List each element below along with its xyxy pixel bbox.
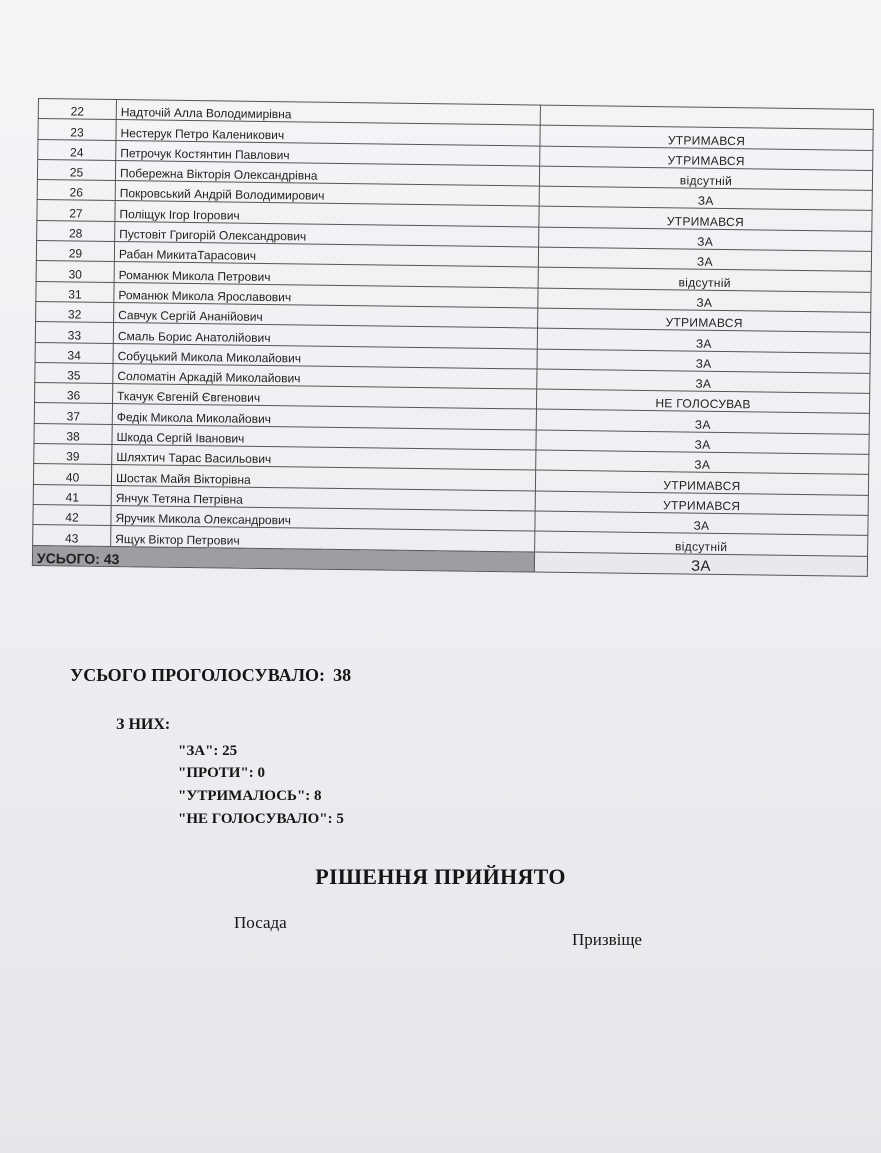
row-name: Ящук Віктор Петрович bbox=[111, 526, 535, 552]
row-number: 40 bbox=[33, 464, 111, 485]
row-number: 22 bbox=[38, 99, 116, 120]
row-vote: ЗА bbox=[539, 186, 872, 211]
row-vote: відсутній bbox=[535, 531, 868, 556]
row-number: 38 bbox=[34, 423, 112, 444]
row-name: Надточій Алла Володимирівна bbox=[116, 100, 540, 126]
row-number: 33 bbox=[35, 322, 113, 343]
total-vote: ЗА bbox=[534, 552, 867, 577]
row-vote: УТРИМАВСЯ bbox=[535, 470, 868, 495]
row-number: 32 bbox=[36, 301, 114, 322]
row-number: 37 bbox=[34, 403, 112, 424]
row-name: Янчук Тетяна Петрівна bbox=[111, 485, 535, 511]
row-number: 28 bbox=[37, 220, 115, 241]
voted-label: УСЬОГО ПРОГОЛОСУВАЛО: bbox=[70, 665, 326, 685]
row-name: Собуцький Микола Миколайович bbox=[113, 343, 537, 369]
row-vote: ЗА bbox=[536, 410, 869, 435]
row-vote: ЗА bbox=[537, 369, 870, 394]
total-label: УСЬОГО: bbox=[36, 549, 100, 567]
row-vote: ЗА bbox=[538, 288, 871, 313]
row-number: 30 bbox=[36, 261, 114, 282]
row-name: Шостак Майя Вікторівна bbox=[111, 465, 535, 491]
count-abstained: "УТРИМАЛОСЬ": 8 bbox=[178, 788, 322, 804]
row-number: 36 bbox=[35, 383, 113, 404]
count-not-voted: "НЕ ГОЛОСУВАЛО": 5 bbox=[178, 811, 344, 827]
row-vote: ЗА bbox=[536, 450, 869, 475]
row-name: Нестерук Петро Каленикович bbox=[116, 120, 540, 146]
row-vote: відсутній bbox=[538, 267, 871, 292]
row-vote: УТРИМАВСЯ bbox=[539, 207, 872, 232]
row-name: Шляхтич Тарас Васильович bbox=[112, 445, 536, 471]
row-name: Романюк Микола Ярославович bbox=[114, 282, 538, 308]
total-count: 43 bbox=[103, 550, 120, 567]
row-number: 39 bbox=[34, 444, 112, 465]
row-name: Романюк Микола Петрович bbox=[114, 262, 538, 288]
row-name: Смаль Борис Анатолійович bbox=[113, 323, 537, 349]
row-name: Савчук Сергій Ананійович bbox=[114, 302, 538, 328]
row-name: Побережна Вікторія Олександрівна bbox=[115, 160, 539, 186]
row-vote: НЕ ГОЛОСУВАВ bbox=[536, 389, 869, 414]
row-vote: ЗА bbox=[537, 328, 870, 353]
row-vote: ЗА bbox=[535, 511, 868, 536]
row-number: 27 bbox=[37, 200, 115, 221]
row-number: 26 bbox=[37, 180, 115, 201]
row-name: Яручик Микола Олександрович bbox=[111, 505, 535, 531]
decision-title: РІШЕННЯ ПРИЙНЯТО bbox=[315, 864, 566, 889]
row-number: 24 bbox=[38, 139, 116, 160]
row-vote: відсутній bbox=[539, 166, 872, 191]
voted-total bbox=[70, 665, 351, 686]
row-vote: УТРИМАВСЯ bbox=[540, 146, 873, 171]
row-number: 31 bbox=[36, 281, 114, 302]
row-number: 42 bbox=[33, 504, 111, 525]
row-vote: ЗА bbox=[536, 430, 869, 455]
count-against: "ПРОТИ": 0 bbox=[178, 765, 265, 781]
row-name: Рабан МикитаТарасович bbox=[114, 242, 538, 268]
row-number: 34 bbox=[35, 342, 113, 363]
row-name: Шкода Сергій Іванович bbox=[112, 424, 536, 450]
signature-surname: Призвіще bbox=[572, 930, 642, 949]
row-name: Федік Микола Миколайович bbox=[112, 404, 536, 430]
row-number: 25 bbox=[37, 159, 115, 180]
row-number: 43 bbox=[33, 525, 111, 546]
row-vote: УТРИМАВСЯ bbox=[540, 125, 873, 150]
row-number: 29 bbox=[36, 241, 114, 262]
row-name: Соломатін Аркадій Миколайович bbox=[113, 363, 537, 389]
of-them-label: З НИХ: bbox=[116, 716, 171, 733]
row-vote: ЗА bbox=[539, 227, 872, 252]
row-vote: УТРИМАВСЯ bbox=[538, 308, 871, 333]
row-number: 35 bbox=[35, 362, 113, 383]
row-name: Ткачук Євгеній Євгенович bbox=[113, 384, 537, 410]
signature-position: Посада bbox=[234, 913, 287, 932]
row-name: Покровський Андрій Володимирович bbox=[115, 181, 539, 207]
row-name: Пустовіт Григорій Олександрович bbox=[115, 221, 539, 247]
voted-value: 38 bbox=[333, 665, 352, 685]
count-for: "ЗА": 25 bbox=[178, 743, 238, 759]
row-number: 23 bbox=[38, 119, 116, 140]
row-number: 41 bbox=[33, 484, 111, 505]
row-name: Поліщук Ігор Ігорович bbox=[115, 201, 539, 227]
row-vote: УТРИМАВСЯ bbox=[535, 491, 868, 516]
row-vote: ЗА bbox=[538, 247, 871, 272]
row-name: Петрочук Костянтин Павлович bbox=[116, 140, 540, 166]
row-vote: ЗА bbox=[537, 349, 870, 374]
